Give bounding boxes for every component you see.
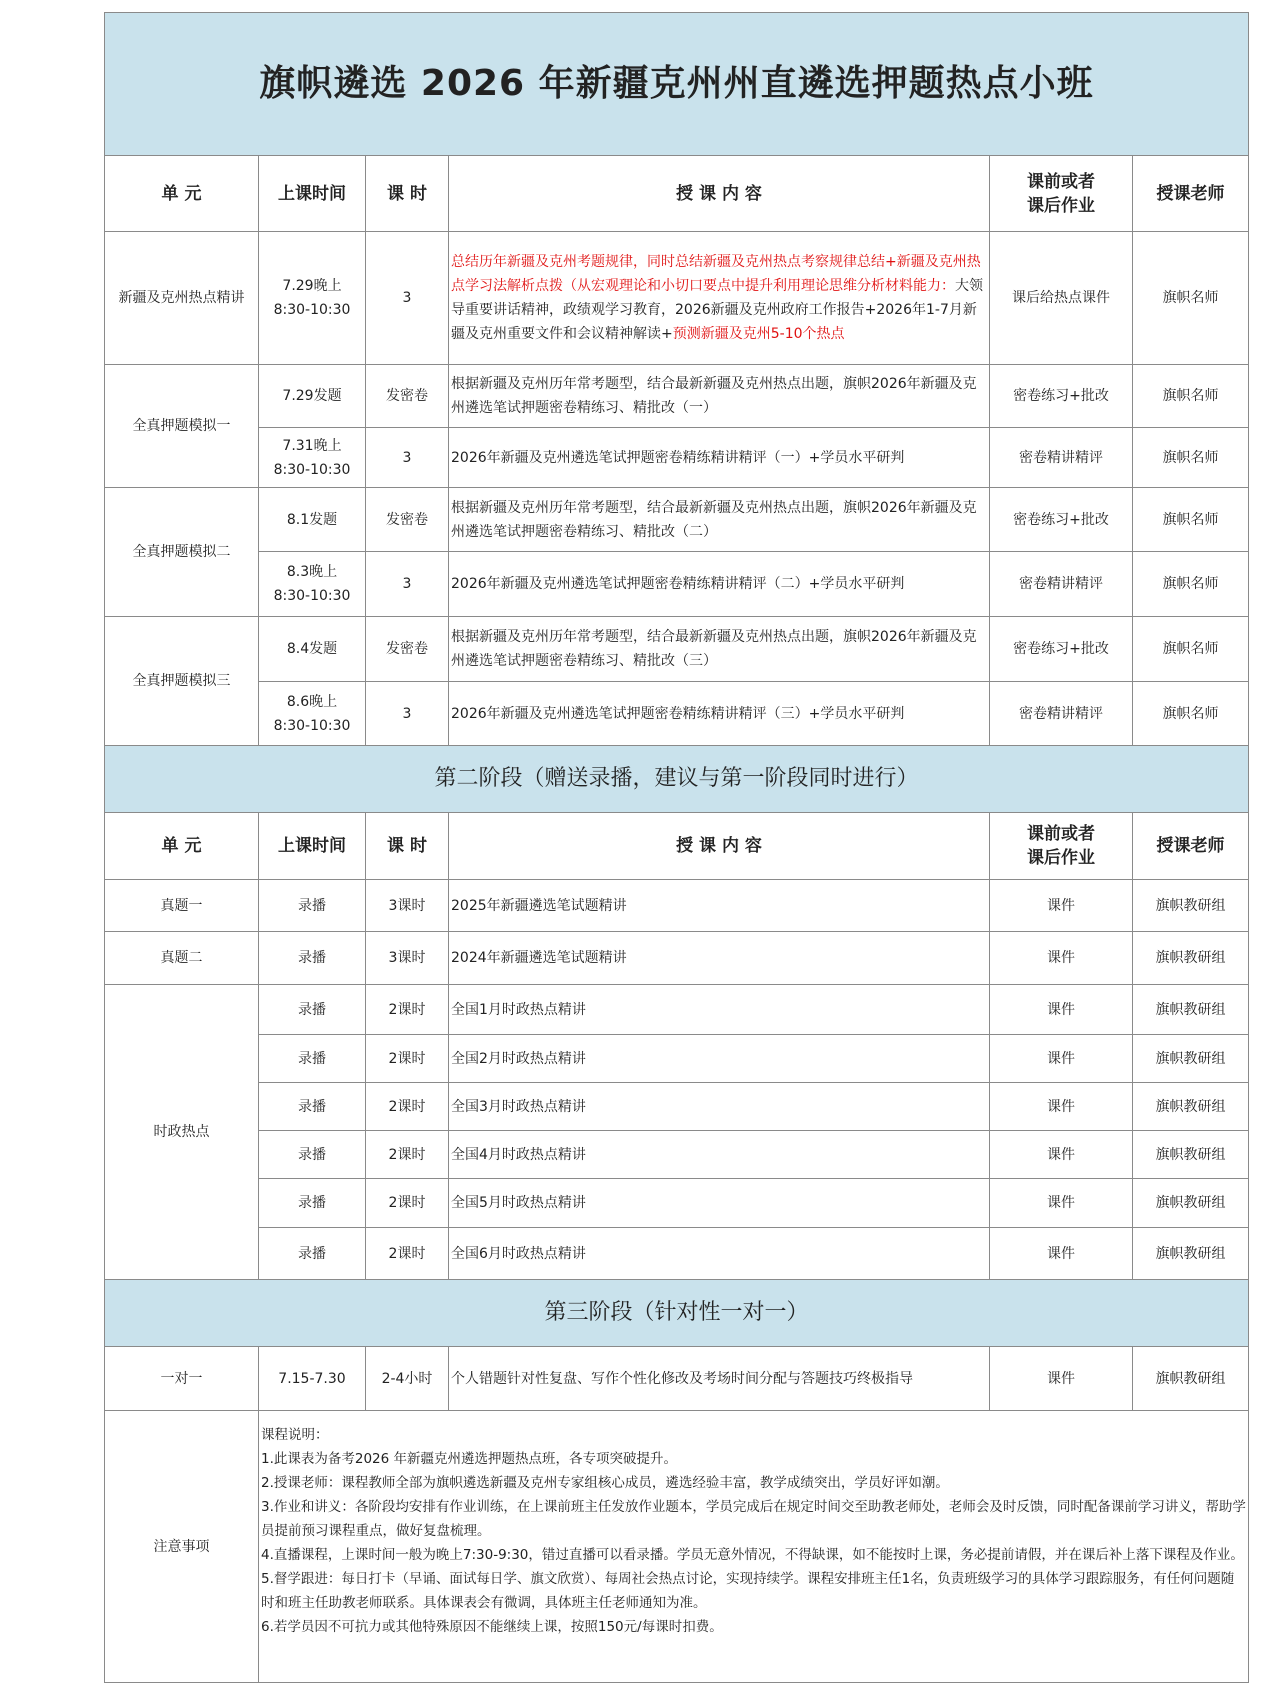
time-line2: 8:30-10:30 xyxy=(273,461,351,478)
time-cell: 录播 xyxy=(259,1035,366,1083)
table-row xyxy=(105,880,1249,932)
teacher-cell: 旗帜名师 xyxy=(1133,232,1249,365)
header-homework-line2: 课后作业 xyxy=(1027,195,1095,216)
homework-cell: 课件 xyxy=(990,1035,1133,1083)
content-cell: 全国4月时政热点精讲 xyxy=(449,1131,990,1179)
unit-cell: 全真押题模拟二 xyxy=(105,488,259,617)
time-cell xyxy=(259,552,366,617)
homework-cell: 密卷练习+批改 xyxy=(990,617,1133,682)
time-cell: 7.29发题 xyxy=(259,365,366,428)
homework-cell: 课件 xyxy=(990,880,1133,932)
hours-cell: 2课时 xyxy=(366,1131,449,1179)
content-cell: 2026年新疆及克州遴选笔试押题密卷精练精讲精评（二）+学员水平研判 xyxy=(449,552,990,617)
schedule-table xyxy=(104,12,1249,1683)
note-item: 5.督学跟进：每日打卡（早诵、面试每日学、旗文欣赏）、每周社会热点讨论，实现持续学。课程安排班主任1名，负责班级学习的具体学习跟踪服务，有任何问题随时和班主任助教老师联系。具体课表会有微调，具体班主任老师通知为准。 xyxy=(261,1571,1235,1611)
table-header xyxy=(105,156,1249,232)
header-time: 上课时间 xyxy=(259,813,366,880)
teacher-cell: 旗帜教研组 xyxy=(1133,1347,1249,1411)
header-hours: 课 时 xyxy=(366,156,449,232)
time-line1: 8.6晚上 xyxy=(286,693,338,710)
time-cell: 录播 xyxy=(259,985,366,1035)
unit-cell: 新疆及克州热点精讲 xyxy=(105,232,259,365)
time-cell: 录播 xyxy=(259,932,366,985)
unit-cell: 一对一 xyxy=(105,1347,259,1411)
teacher-cell: 旗帜名师 xyxy=(1133,552,1249,617)
unit-cell: 真题二 xyxy=(105,932,259,985)
homework-cell: 课件 xyxy=(990,932,1133,985)
content-cell: 2026年新疆及克州遴选笔试押题密卷精练精讲精评（一）+学员水平研判 xyxy=(449,428,990,488)
schedule-sheet xyxy=(104,12,1248,1683)
unit-cell: 全真押题模拟三 xyxy=(105,617,259,746)
teacher-cell: 旗帜名师 xyxy=(1133,617,1249,682)
time-cell: 录播 xyxy=(259,1179,366,1228)
table-row xyxy=(105,1083,1249,1131)
table-row xyxy=(105,232,1249,365)
teacher-cell: 旗帜教研组 xyxy=(1133,985,1249,1035)
hours-cell: 3课时 xyxy=(366,932,449,985)
hours-cell: 2课时 xyxy=(366,985,449,1035)
time-cell xyxy=(259,682,366,746)
unit-cell: 真题一 xyxy=(105,880,259,932)
notes-row xyxy=(105,1411,1249,1683)
teacher-cell: 旗帜名师 xyxy=(1133,682,1249,746)
content-cell: 根据新疆及克州历年常考题型，结合最新新疆及克州热点出题，旗帜2026年新疆及克州遴选笔试押题密卷精练习、精批改（二） xyxy=(449,488,990,552)
unit-cell: 时政热点 xyxy=(105,985,259,1280)
homework-cell: 课件 xyxy=(990,1347,1133,1411)
time-line1: 7.29晚上 xyxy=(282,278,342,294)
header-homework xyxy=(990,813,1133,880)
time-line1: 8.3晚上 xyxy=(286,564,338,580)
table-row xyxy=(105,617,1249,682)
hours-cell: 发密卷 xyxy=(366,365,449,428)
hours-cell: 3 xyxy=(366,232,449,365)
note-item: 2.授课老师：课程教师全部为旗帜遴选新疆及克州专家组核心成员，遴选经验丰富，教学成绩突出，学员好评如潮。 xyxy=(261,1475,949,1491)
teacher-cell: 旗帜教研组 xyxy=(1133,1035,1249,1083)
table-row xyxy=(105,1131,1249,1179)
homework-cell: 课件 xyxy=(990,1179,1133,1228)
teacher-cell: 旗帜名师 xyxy=(1133,428,1249,488)
content-cell: 全国3月时政热点精讲 xyxy=(449,1083,990,1131)
hours-cell: 3课时 xyxy=(366,880,449,932)
header-unit: 单 元 xyxy=(105,156,259,232)
table-row xyxy=(105,552,1249,617)
time-cell: 录播 xyxy=(259,1083,366,1131)
teacher-cell: 旗帜教研组 xyxy=(1133,1228,1249,1280)
content-cell: 2026年新疆及克州遴选笔试押题密卷精练精讲精评（三）+学员水平研判 xyxy=(449,682,990,746)
homework-cell: 密卷练习+批改 xyxy=(990,365,1133,428)
table-row xyxy=(105,682,1249,746)
homework-cell: 课件 xyxy=(990,985,1133,1035)
teacher-cell: 旗帜名师 xyxy=(1133,365,1249,428)
note-item: 3.作业和讲义：各阶段均安排有作业训练，在上课前班主任发放作业题本，学员完成后在规定时间交至助教老师处，老师会及时反馈，同时配备课前学习讲义，帮助学员提前预习课程重点，做好复盘梳理。 xyxy=(261,1499,1246,1539)
page-title: 旗帜遴选 2026 年新疆克州州直遴选押题热点小班 xyxy=(105,13,1249,156)
content-highlight: 总结历年新疆及克州考题规律，同时总结新疆及克州热点考察规律总结+新疆及克州热点学习法解析点拨（从宏观理论和小切口要点中提升利用理论思维分析材料能力： xyxy=(451,254,981,294)
header-content: 授 课 内 容 xyxy=(449,813,990,880)
homework-cell: 课件 xyxy=(990,1228,1133,1280)
unit-cell: 全真押题模拟一 xyxy=(105,365,259,488)
header-hours: 课 时 xyxy=(366,813,449,880)
note-item: 6.若学员因不可抗力或其他特殊原因不能继续上课，按照150元/每课时扣费。 xyxy=(261,1619,723,1635)
hours-cell: 3 xyxy=(366,552,449,617)
time-line1: 7.31晚上 xyxy=(282,437,342,454)
hours-cell: 2课时 xyxy=(366,1228,449,1280)
hours-cell: 3 xyxy=(366,682,449,746)
homework-cell: 密卷精讲精评 xyxy=(990,428,1133,488)
note-item: 4.直播课程，上课时间一般为晚上7:30-9:30，错过直播可以看录播。学员无意外情况，不得缺课，如不能按时上课，务必提前请假，并在课后补上落下课程及作业。 xyxy=(261,1547,1244,1563)
stage3-title: 第三阶段（针对性一对一） xyxy=(105,1280,1249,1347)
hours-cell: 2课时 xyxy=(366,1179,449,1228)
table-row xyxy=(105,985,1249,1035)
time-line2: 8:30-10:30 xyxy=(273,302,351,318)
teacher-cell: 旗帜教研组 xyxy=(1133,932,1249,985)
table-row xyxy=(105,428,1249,488)
content-cell: 2024年新疆遴选笔试题精讲 xyxy=(449,932,990,985)
teacher-cell: 旗帜教研组 xyxy=(1133,1083,1249,1131)
header-teacher: 授课老师 xyxy=(1133,156,1249,232)
table-header xyxy=(105,813,1249,880)
hours-cell: 2-4小时 xyxy=(366,1347,449,1411)
teacher-cell: 旗帜教研组 xyxy=(1133,880,1249,932)
table-row xyxy=(105,932,1249,985)
header-homework-line2: 课后作业 xyxy=(1027,848,1095,868)
stage2-title: 第二阶段（赠送录播，建议与第一阶段同时进行） xyxy=(105,746,1249,813)
hours-cell: 3 xyxy=(366,428,449,488)
hours-cell: 2课时 xyxy=(366,1035,449,1083)
content-cell: 个人错题针对性复盘、写作个性化修改及考场时间分配与答题技巧终极指导 xyxy=(449,1347,990,1411)
content-cell: 根据新疆及克州历年常考题型，结合最新新疆及克州热点出题，旗帜2026年新疆及克州遴选笔试押题密卷精练习、精批改（三） xyxy=(449,617,990,682)
time-line2: 8:30-10:30 xyxy=(273,717,351,734)
header-homework-line1: 课前或者 xyxy=(1027,824,1095,844)
content-cell: 全国1月时政热点精讲 xyxy=(449,985,990,1035)
homework-cell: 密卷练习+批改 xyxy=(990,488,1133,552)
table-row xyxy=(105,365,1249,428)
content-cell: 全国5月时政热点精讲 xyxy=(449,1179,990,1228)
time-cell xyxy=(259,232,366,365)
notes-label: 注意事项 xyxy=(105,1411,259,1683)
teacher-cell: 旗帜名师 xyxy=(1133,488,1249,552)
note-item: 1.此课表为备考2026 年新疆克州遴选押题热点班，各专项突破提升。 xyxy=(261,1451,678,1467)
table-row xyxy=(105,1347,1249,1411)
content-cell: 2025年新疆遴选笔试题精讲 xyxy=(449,880,990,932)
header-homework-line1: 课前或者 xyxy=(1027,171,1095,192)
time-cell: 录播 xyxy=(259,1131,366,1179)
time-cell xyxy=(259,428,366,488)
content-cell: 全国6月时政热点精讲 xyxy=(449,1228,990,1280)
content-cell: 全国2月时政热点精讲 xyxy=(449,1035,990,1083)
time-cell: 录播 xyxy=(259,1228,366,1280)
table-row xyxy=(105,1035,1249,1083)
content-text: 大领导重要讲话精神，政绩观学习教育，2026新疆及克州政府工作报告+2026年1-7月新疆及克州重要文件和会议精神解读+ xyxy=(451,278,983,342)
header-teacher: 授课老师 xyxy=(1133,813,1249,880)
notes-heading: 课程说明： xyxy=(261,1427,329,1443)
teacher-cell: 旗帜教研组 xyxy=(1133,1179,1249,1228)
header-content: 授 课 内 容 xyxy=(449,156,990,232)
content-highlight: 预测新疆及克州5-10个热点 xyxy=(672,326,845,342)
content-cell: 根据新疆及克州历年常考题型，结合最新新疆及克州热点出题，旗帜2026年新疆及克州遴选笔试押题密卷精练习、精批改（一） xyxy=(449,365,990,428)
header-time: 上课时间 xyxy=(259,156,366,232)
hours-cell: 2课时 xyxy=(366,1083,449,1131)
homework-cell: 课件 xyxy=(990,1131,1133,1179)
homework-cell: 密卷精讲精评 xyxy=(990,552,1133,617)
time-cell: 7.15-7.30 xyxy=(259,1347,366,1411)
header-unit: 单 元 xyxy=(105,813,259,880)
header-homework xyxy=(990,156,1133,232)
time-line2: 8:30-10:30 xyxy=(273,588,351,604)
homework-cell: 密卷精讲精评 xyxy=(990,682,1133,746)
table-row xyxy=(105,1228,1249,1280)
table-row xyxy=(105,1179,1249,1228)
hours-cell: 发密卷 xyxy=(366,617,449,682)
notes-body xyxy=(259,1411,1249,1683)
time-cell: 8.1发题 xyxy=(259,488,366,552)
table-row xyxy=(105,488,1249,552)
hours-cell: 发密卷 xyxy=(366,488,449,552)
teacher-cell: 旗帜教研组 xyxy=(1133,1131,1249,1179)
content-cell xyxy=(449,232,990,365)
time-cell: 8.4发题 xyxy=(259,617,366,682)
homework-cell: 课后给热点课件 xyxy=(990,232,1133,365)
time-cell: 录播 xyxy=(259,880,366,932)
homework-cell: 课件 xyxy=(990,1083,1133,1131)
